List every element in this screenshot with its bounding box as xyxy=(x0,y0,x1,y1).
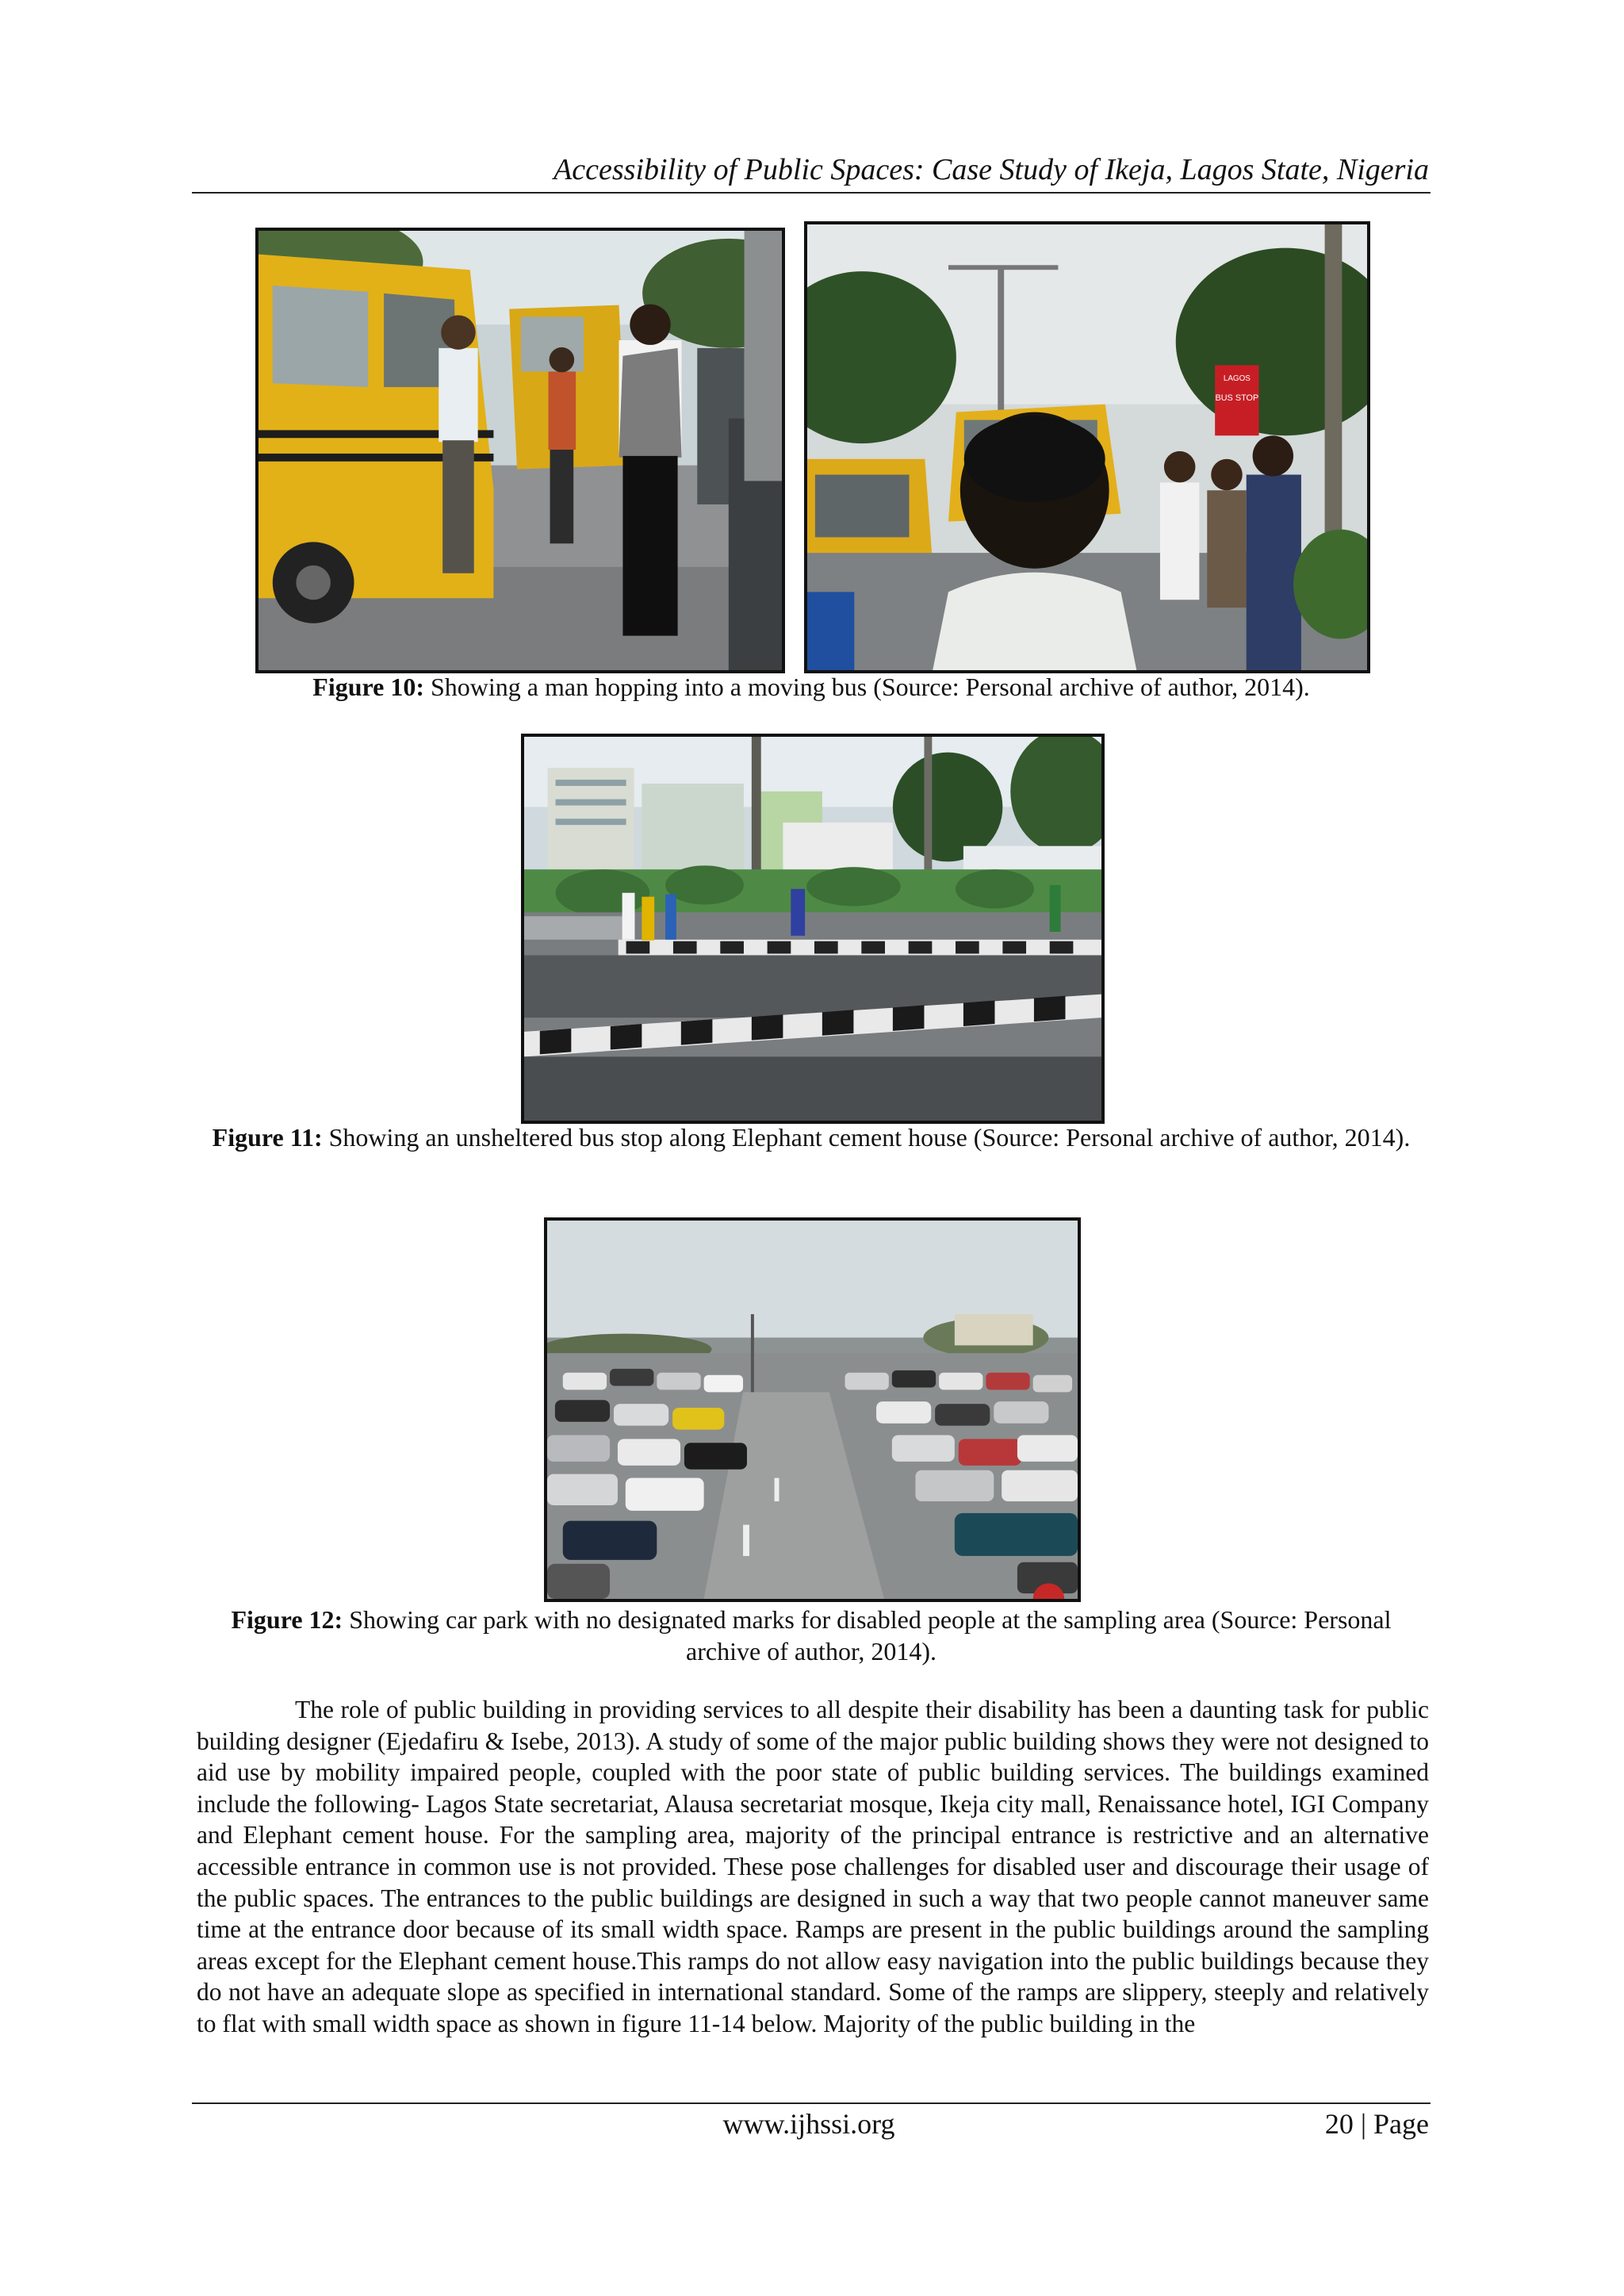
bus-stop-sign-text: BUS STOP xyxy=(1215,393,1259,403)
running-header-title: Accessibility of Public Spaces: Case Study of Ikeja, Lagos State, Nigeria xyxy=(553,153,1429,186)
figure-12-caption xyxy=(192,1604,1431,1667)
body-paragraph: The role of public building in providing services to all despite their disability has been a daunting task for public building designer (Ejedafiru & Isebe, 2013). A study of some of the major public building shows they were not designed to aid use by mobility impaired people, coupled with the poor state of public building services. The buildings examined include the following- Lagos State secretariat, Alausa secretariat mosque, Ikeja city mall, Renaissance hotel, IGI Company and Elephant cement house. For the sampling area, majority of the principal entrance is restrictive and an alternative accessible entrance in common use is not provided. These pose challenges for disabled user and discourage their usage of the public spaces. The entrances to the public buildings are designed in such a way that two people cannot maneuver same time at the entrance door because of its small width space. Ramps are present in the public buildings around the sampling areas except for the Elephant cement house.This ramps do not allow easy navigation into the public buildings because they do not have an adequate slope as specified in international standard. Some of the ramps are slippery, steeply and relatively to flat with small width space as shown in figure 11-14 below. Majority of the public building in the xyxy=(197,1696,1429,2037)
footer-page-number: 20 | Page xyxy=(1324,2108,1429,2140)
figure-12-photo xyxy=(544,1217,1081,1602)
figure-10-photo-right xyxy=(804,221,1370,673)
figure-11-caption xyxy=(192,1121,1431,1153)
figure-11-label: Figure 11: xyxy=(212,1123,323,1152)
figure-12-label: Figure 12: xyxy=(231,1605,343,1634)
lagos-sign-text: LAGOS xyxy=(1223,374,1251,384)
figure-10-caption-text: Showing a man hopping into a moving bus (Source: Personal archive of author, 2014). xyxy=(423,673,1310,701)
header-rule xyxy=(192,192,1431,194)
figure-11-caption-text: Showing an unsheltered bus stop along Elephant cement house (Source: Personal archive of author, 2014). xyxy=(322,1123,1411,1152)
figure-12-caption-text: Showing car park with no designated marks for disabled people at the sampling area (Source: Personal archive of author, 2014). xyxy=(343,1605,1392,1665)
body-text xyxy=(197,1694,1429,2040)
figure-10-label: Figure 10: xyxy=(312,673,424,701)
footer-website: www.ijhssi.org xyxy=(722,2108,895,2140)
figure-11-photo xyxy=(521,734,1105,1124)
footer-rule xyxy=(192,2102,1431,2104)
figure-10-photo-left xyxy=(255,228,785,673)
figure-10-caption xyxy=(192,671,1431,703)
